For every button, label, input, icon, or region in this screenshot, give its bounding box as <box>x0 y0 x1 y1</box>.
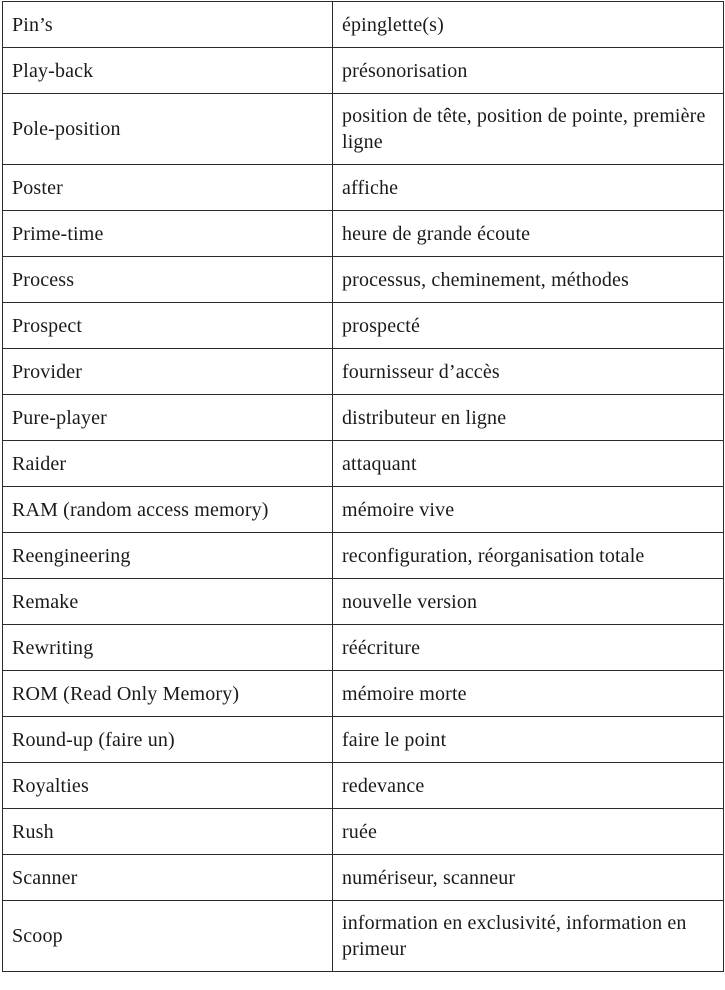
term-cell: ROM (Read Only Memory) <box>3 671 333 717</box>
table-row <box>3 395 724 441</box>
table-row <box>3 303 724 349</box>
translation-cell: processus, cheminement, méthodes <box>333 257 724 303</box>
term-cell: Round-up (faire un) <box>3 717 333 763</box>
term-cell: Poster <box>3 165 333 211</box>
table-row <box>3 625 724 671</box>
term-cell: Scanner <box>3 855 333 901</box>
glossary-table <box>2 1 724 972</box>
translation-cell: présonorisation <box>333 48 724 94</box>
translation-cell: fournisseur d’accès <box>333 349 724 395</box>
table-row <box>3 94 724 165</box>
translation-cell: réécriture <box>333 625 724 671</box>
table-row <box>3 855 724 901</box>
translation-cell: reconfiguration, réorganisation totale <box>333 533 724 579</box>
translation-cell: mémoire morte <box>333 671 724 717</box>
term-cell: Prime-time <box>3 211 333 257</box>
glossary-body <box>3 2 724 972</box>
term-cell: Remake <box>3 579 333 625</box>
term-cell: Raider <box>3 441 333 487</box>
term-cell: Scoop <box>3 901 333 972</box>
translation-cell: information en exclusivité, information en primeur <box>333 901 724 972</box>
table-row <box>3 671 724 717</box>
table-row <box>3 533 724 579</box>
translation-cell: affiche <box>333 165 724 211</box>
translation-cell: numériseur, scanneur <box>333 855 724 901</box>
table-row <box>3 441 724 487</box>
translation-cell: position de tête, position de pointe, première ligne <box>333 94 724 165</box>
term-cell: Pole-position <box>3 94 333 165</box>
table-row <box>3 165 724 211</box>
term-cell: Play-back <box>3 48 333 94</box>
translation-cell: redevance <box>333 763 724 809</box>
term-cell: Rush <box>3 809 333 855</box>
term-cell: RAM (random access memory) <box>3 487 333 533</box>
table-row <box>3 48 724 94</box>
translation-cell: nouvelle version <box>333 579 724 625</box>
translation-cell: faire le point <box>333 717 724 763</box>
translation-cell: ruée <box>333 809 724 855</box>
table-row <box>3 579 724 625</box>
term-cell: Prospect <box>3 303 333 349</box>
translation-cell: heure de grande écoute <box>333 211 724 257</box>
table-row <box>3 211 724 257</box>
translation-cell: distributeur en ligne <box>333 395 724 441</box>
table-row <box>3 2 724 48</box>
table-row <box>3 901 724 972</box>
table-row <box>3 487 724 533</box>
term-cell: Pure-player <box>3 395 333 441</box>
translation-cell: prospecté <box>333 303 724 349</box>
term-cell: Process <box>3 257 333 303</box>
term-cell: Rewriting <box>3 625 333 671</box>
translation-cell: mémoire vive <box>333 487 724 533</box>
table-row <box>3 349 724 395</box>
term-cell: Pin’s <box>3 2 333 48</box>
table-row <box>3 257 724 303</box>
term-cell: Royalties <box>3 763 333 809</box>
translation-cell: attaquant <box>333 441 724 487</box>
term-cell: Provider <box>3 349 333 395</box>
table-row <box>3 717 724 763</box>
table-row <box>3 809 724 855</box>
translation-cell: épinglette(s) <box>333 2 724 48</box>
table-row <box>3 763 724 809</box>
term-cell: Reengineering <box>3 533 333 579</box>
